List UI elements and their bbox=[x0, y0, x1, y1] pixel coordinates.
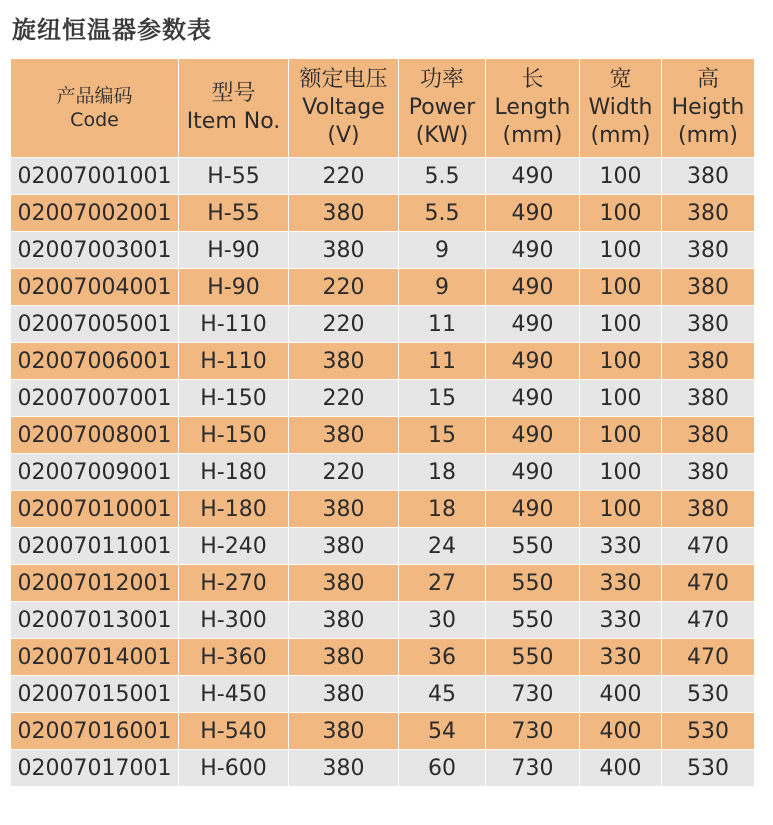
cell-height: 470 bbox=[662, 528, 755, 565]
cell-width: 400 bbox=[580, 750, 662, 787]
column-header-width bbox=[580, 59, 662, 158]
cell-voltage: 380 bbox=[289, 528, 399, 565]
cell-power: 5.5 bbox=[399, 158, 486, 195]
cell-code: 02007006001 bbox=[11, 343, 179, 380]
cell-code: 02007003001 bbox=[11, 232, 179, 269]
cell-code: 02007004001 bbox=[11, 269, 179, 306]
table-row bbox=[11, 269, 755, 306]
column-header-height bbox=[662, 59, 755, 158]
cell-item-no: H-110 bbox=[179, 306, 289, 343]
table-row bbox=[11, 528, 755, 565]
cell-item-no: H-55 bbox=[179, 195, 289, 232]
cell-height: 380 bbox=[662, 491, 755, 528]
cell-height: 470 bbox=[662, 565, 755, 602]
column-header-length bbox=[486, 59, 580, 158]
cell-width: 330 bbox=[580, 639, 662, 676]
table-row bbox=[11, 454, 755, 491]
cell-width: 100 bbox=[580, 417, 662, 454]
cell-code: 02007002001 bbox=[11, 195, 179, 232]
cell-length: 490 bbox=[486, 195, 580, 232]
cell-width: 100 bbox=[580, 195, 662, 232]
cell-length: 550 bbox=[486, 602, 580, 639]
cell-length: 730 bbox=[486, 676, 580, 713]
cell-voltage: 380 bbox=[289, 676, 399, 713]
cell-width: 100 bbox=[580, 343, 662, 380]
table-body bbox=[11, 158, 755, 787]
table-row bbox=[11, 565, 755, 602]
table-row bbox=[11, 195, 755, 232]
column-header-item-no bbox=[179, 59, 289, 158]
cell-height: 470 bbox=[662, 602, 755, 639]
table-row bbox=[11, 713, 755, 750]
cell-length: 490 bbox=[486, 158, 580, 195]
cell-height: 380 bbox=[662, 269, 755, 306]
header-line: (mm) bbox=[502, 123, 563, 148]
cell-height: 530 bbox=[662, 750, 755, 787]
table-row bbox=[11, 380, 755, 417]
table-row bbox=[11, 306, 755, 343]
cell-power: 45 bbox=[399, 676, 486, 713]
cell-length: 490 bbox=[486, 417, 580, 454]
cell-height: 380 bbox=[662, 195, 755, 232]
cell-item-no: H-180 bbox=[179, 454, 289, 491]
cell-code: 02007009001 bbox=[11, 454, 179, 491]
cell-width: 100 bbox=[580, 158, 662, 195]
cell-width: 100 bbox=[580, 454, 662, 491]
cell-item-no: H-360 bbox=[179, 639, 289, 676]
header-line: (KW) bbox=[415, 123, 469, 148]
cell-power: 18 bbox=[399, 454, 486, 491]
cell-item-no: H-540 bbox=[179, 713, 289, 750]
cell-code: 02007010001 bbox=[11, 491, 179, 528]
header-line: Item No. bbox=[186, 109, 281, 134]
cell-power: 18 bbox=[399, 491, 486, 528]
header-line: Code bbox=[70, 109, 119, 131]
header-line: 额定电压 bbox=[299, 67, 388, 92]
header-line: (mm) bbox=[677, 123, 739, 148]
cell-voltage: 380 bbox=[289, 232, 399, 269]
table-row bbox=[11, 491, 755, 528]
cell-voltage: 380 bbox=[289, 195, 399, 232]
cell-power: 9 bbox=[399, 269, 486, 306]
spec-table bbox=[10, 58, 755, 787]
cell-width: 100 bbox=[580, 269, 662, 306]
table-header-row bbox=[11, 59, 755, 158]
cell-length: 490 bbox=[486, 380, 580, 417]
header-line: 产品编码 bbox=[56, 85, 133, 107]
cell-voltage: 380 bbox=[289, 491, 399, 528]
cell-width: 400 bbox=[580, 676, 662, 713]
header-line: (V) bbox=[327, 123, 360, 148]
cell-width: 100 bbox=[580, 232, 662, 269]
header-line: 长 bbox=[521, 67, 544, 92]
cell-voltage: 220 bbox=[289, 454, 399, 491]
cell-power: 15 bbox=[399, 417, 486, 454]
header-line: Length bbox=[494, 95, 571, 120]
cell-code: 02007012001 bbox=[11, 565, 179, 602]
cell-height: 380 bbox=[662, 343, 755, 380]
cell-height: 380 bbox=[662, 454, 755, 491]
cell-length: 490 bbox=[486, 306, 580, 343]
cell-voltage: 220 bbox=[289, 306, 399, 343]
cell-width: 400 bbox=[580, 713, 662, 750]
cell-item-no: H-90 bbox=[179, 232, 289, 269]
cell-length: 490 bbox=[486, 269, 580, 306]
header-line: 功率 bbox=[419, 67, 464, 92]
cell-height: 380 bbox=[662, 232, 755, 269]
cell-length: 550 bbox=[486, 639, 580, 676]
cell-code: 02007013001 bbox=[11, 602, 179, 639]
cell-item-no: H-150 bbox=[179, 417, 289, 454]
table-row bbox=[11, 232, 755, 269]
cell-length: 490 bbox=[486, 232, 580, 269]
cell-item-no: H-600 bbox=[179, 750, 289, 787]
cell-length: 550 bbox=[486, 565, 580, 602]
cell-height: 380 bbox=[662, 158, 755, 195]
cell-code: 02007005001 bbox=[11, 306, 179, 343]
column-header-code bbox=[11, 59, 179, 158]
cell-power: 5.5 bbox=[399, 195, 486, 232]
column-header-power bbox=[399, 59, 486, 158]
cell-power: 30 bbox=[399, 602, 486, 639]
cell-width: 100 bbox=[580, 491, 662, 528]
cell-code: 02007001001 bbox=[11, 158, 179, 195]
header-line: 型号 bbox=[211, 81, 256, 106]
cell-length: 550 bbox=[486, 528, 580, 565]
table-row bbox=[11, 676, 755, 713]
header-line: (mm) bbox=[590, 123, 651, 148]
header-line: Power bbox=[408, 95, 476, 120]
cell-length: 490 bbox=[486, 491, 580, 528]
cell-code: 02007017001 bbox=[11, 750, 179, 787]
table-row bbox=[11, 750, 755, 787]
cell-item-no: H-180 bbox=[179, 491, 289, 528]
cell-voltage: 220 bbox=[289, 380, 399, 417]
cell-code: 02007014001 bbox=[11, 639, 179, 676]
header-line: 高 bbox=[696, 67, 719, 92]
table-row bbox=[11, 639, 755, 676]
cell-item-no: H-240 bbox=[179, 528, 289, 565]
page-title: 旋纽恒温器参数表 bbox=[12, 16, 212, 44]
cell-length: 490 bbox=[486, 454, 580, 491]
cell-voltage: 220 bbox=[289, 269, 399, 306]
cell-power: 60 bbox=[399, 750, 486, 787]
table-row bbox=[11, 602, 755, 639]
cell-power: 15 bbox=[399, 380, 486, 417]
cell-length: 730 bbox=[486, 713, 580, 750]
cell-height: 380 bbox=[662, 380, 755, 417]
cell-voltage: 380 bbox=[289, 565, 399, 602]
header-line: 宽 bbox=[609, 67, 632, 92]
cell-power: 54 bbox=[399, 713, 486, 750]
cell-power: 9 bbox=[399, 232, 486, 269]
table-row bbox=[11, 417, 755, 454]
cell-voltage: 380 bbox=[289, 639, 399, 676]
cell-voltage: 220 bbox=[289, 158, 399, 195]
cell-power: 11 bbox=[399, 343, 486, 380]
header-line: Width bbox=[588, 95, 653, 120]
cell-width: 100 bbox=[580, 380, 662, 417]
cell-power: 36 bbox=[399, 639, 486, 676]
cell-width: 330 bbox=[580, 528, 662, 565]
column-header-voltage bbox=[289, 59, 399, 158]
cell-height: 380 bbox=[662, 306, 755, 343]
header-line: Voltage bbox=[302, 95, 385, 120]
cell-item-no: H-90 bbox=[179, 269, 289, 306]
cell-item-no: H-300 bbox=[179, 602, 289, 639]
cell-voltage: 380 bbox=[289, 602, 399, 639]
cell-code: 02007011001 bbox=[11, 528, 179, 565]
cell-height: 380 bbox=[662, 417, 755, 454]
cell-height: 530 bbox=[662, 676, 755, 713]
cell-item-no: H-450 bbox=[179, 676, 289, 713]
cell-code: 02007008001 bbox=[11, 417, 179, 454]
cell-item-no: H-55 bbox=[179, 158, 289, 195]
cell-length: 730 bbox=[486, 750, 580, 787]
cell-height: 530 bbox=[662, 713, 755, 750]
cell-voltage: 380 bbox=[289, 343, 399, 380]
cell-power: 24 bbox=[399, 528, 486, 565]
cell-width: 330 bbox=[580, 602, 662, 639]
cell-item-no: H-110 bbox=[179, 343, 289, 380]
table-row bbox=[11, 158, 755, 195]
cell-voltage: 380 bbox=[289, 750, 399, 787]
header-line: Heigth bbox=[671, 95, 745, 120]
cell-code: 02007016001 bbox=[11, 713, 179, 750]
cell-height: 470 bbox=[662, 639, 755, 676]
cell-item-no: H-270 bbox=[179, 565, 289, 602]
table-row bbox=[11, 343, 755, 380]
cell-item-no: H-150 bbox=[179, 380, 289, 417]
cell-length: 490 bbox=[486, 343, 580, 380]
cell-width: 330 bbox=[580, 565, 662, 602]
cell-voltage: 380 bbox=[289, 417, 399, 454]
cell-power: 11 bbox=[399, 306, 486, 343]
cell-power: 27 bbox=[399, 565, 486, 602]
cell-code: 02007007001 bbox=[11, 380, 179, 417]
cell-code: 02007015001 bbox=[11, 676, 179, 713]
cell-width: 100 bbox=[580, 306, 662, 343]
cell-voltage: 380 bbox=[289, 713, 399, 750]
